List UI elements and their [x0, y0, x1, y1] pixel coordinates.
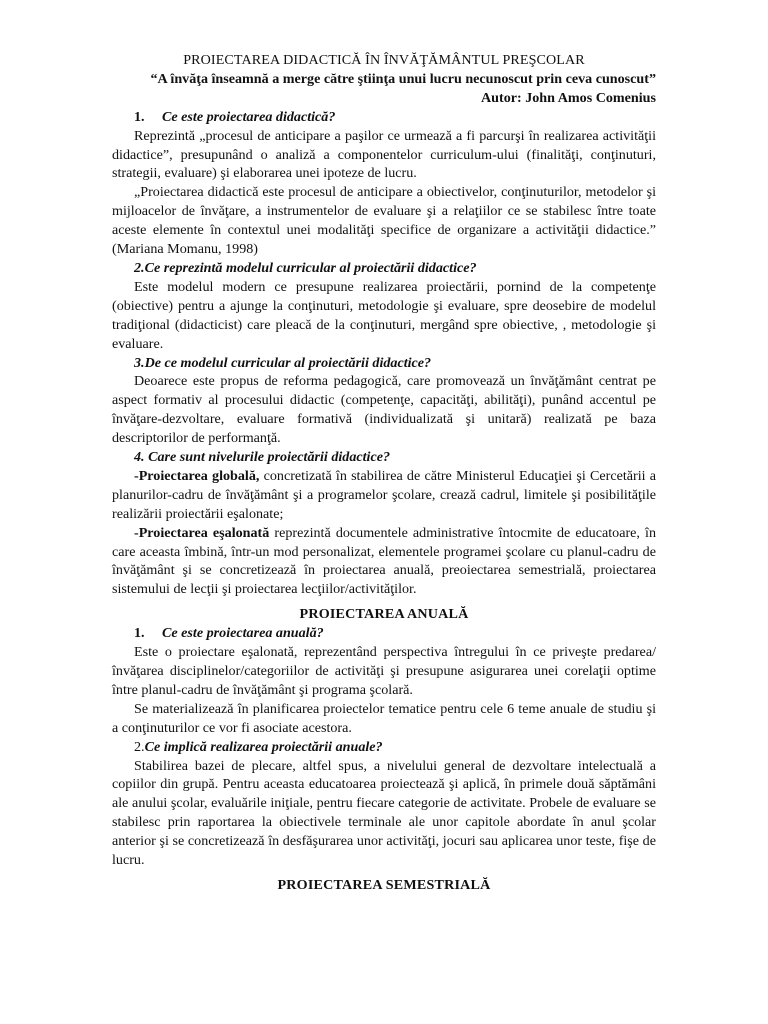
document-title: PROIECTAREA DIDACTICĂ ÎN ÎNVĂŢĂMÂNTUL PREŞCOLAR	[183, 52, 585, 68]
paragraph: Reprezintă „procesul de anticipare a paşilor ce urmează a fi parcurşi în realizarea activităţii didactice”, presupunând o analiză a componentelor curriculum-ului (finalităţi, conţinuturi, strategii, evaluare) şi elaborarea unei ipoteze de lucru.	[112, 127, 656, 182]
question-number: 1.	[134, 625, 145, 642]
question-heading: 3.De ce modelul curricular al proiectării didactice?	[134, 354, 432, 371]
question-number: 2.	[134, 738, 145, 755]
question-heading	[112, 738, 656, 757]
paragraph: Deoarece este propus de reforma pedagogică, care promovează un învăţământ centrat pe aspect formativ al procesului didactic (competenţe, capacităţi, abilităţi), punând accentul pe învăţare-dezvoltare, evaluare formativă (individualizată şi unitară) realizată pe baza descriptorilor de performanţă.	[112, 373, 656, 447]
section-heading: PROIECTAREA SEMESTRIALĂ	[277, 876, 491, 893]
term-bold: -Proiectarea globală,	[134, 467, 260, 484]
paragraph	[112, 467, 656, 524]
term-bold: -Proiectarea eşalonată	[134, 524, 270, 541]
question-heading	[112, 624, 656, 643]
paragraph: Este o proiectare eşalonată, reprezentând perspectiva întregului în ce priveşte predarea/învăţarea disciplinelor/categoriilor de activităţi şi presupune asigurarea unei corelaţii optime între planul-cadru de învăţământ şi programa şcolară.	[112, 644, 656, 698]
motto-author: Autor: John Amos Comenius	[480, 89, 656, 106]
question-heading	[112, 108, 656, 127]
question-heading: 2.Ce reprezintă modelul curricular al proiectării didactice?	[134, 259, 477, 276]
question-number: 1.	[134, 108, 145, 125]
paragraph: „Proiectarea didactică este procesul de anticipare a obiectivelor, conţinuturilor, metodelor şi mijloacelor de învăţare, a instrumentelor de evaluare şi a relaţiilor ce se stabilesc între toate aceste elemente în contextul unei modalităţi specifice de organizare a activităţii didactice.” (Mariana Momanu, 1998)	[112, 184, 656, 258]
question-text: Ce implică realizarea proiectării anuale?	[144, 738, 383, 755]
question-text: Ce este proiectarea didactică?	[162, 108, 336, 125]
paragraph-text: reprezintă documentele administrative întocmite de educatoare, în care aceasta îmbină, într-un mod personalizat, elementele programei şcolare cu planul-cadru de învăţământ şi se concretizează în proiectarea anuală, preoiectarea semestrială, proiectarea sistemului de lecţii şi proiectarea lecţiilor/activităţilor.	[112, 524, 656, 598]
question-heading: 4. Care sunt nivelurile proiectării didactice?	[134, 449, 391, 466]
question-text: Ce este proiectarea anuală?	[162, 625, 324, 642]
paragraph-text: concretizată în stabilirea de către Ministerul Educaţiei şi Cercetării a planurilor-cadru de învăţământ şi a programelor şcolare, crează cadrul, limitele şi posibilităţile realizării proiectării eşalonate;	[112, 467, 657, 522]
paragraph: Este modelul modern ce presupune realizarea proiectării, pornind de la competenţe (obiective) pentru a ajunge la conţinuturi, metodologie şi evaluare, spre deosebire de modelul tradiţional (didacticist) care pleacă de la conţinuturi, mergând spre obiective, , metodologie şi evaluare.	[112, 278, 656, 352]
paragraph: Stabilirea bazei de plecare, altfel spus, a nivelului general de dezvoltare intelectuală a copiilor din grupă. Pentru aceasta educatoarea proiectează şi aplică, în primele două săptămâni ale anului şcolar, evaluările iniţiale, pentru fiecare categorie de activitate. Probele de evaluare se stabilesc prin raportarea la obiectivele terminale ale unor capitole abordate în anul şcolar anterior şi se concretizează în desfăşurarea unor activităţi, jocuri sau aplicarea unor teste, fişe de lucru.	[112, 757, 656, 869]
paragraph	[112, 524, 656, 600]
section-heading: PROIECTAREA ANUALĂ	[299, 606, 469, 623]
motto-quote: “A învăţa înseamnă a merge către ştiinţa unui lucru necunoscut prin ceva cunoscut”	[150, 70, 656, 87]
paragraph: Se materializează în planificarea proiectelor tematice pentru cele 6 teme anuale de studiu şi a conţinuturilor ce vor fi asociate acestora.	[112, 700, 656, 736]
